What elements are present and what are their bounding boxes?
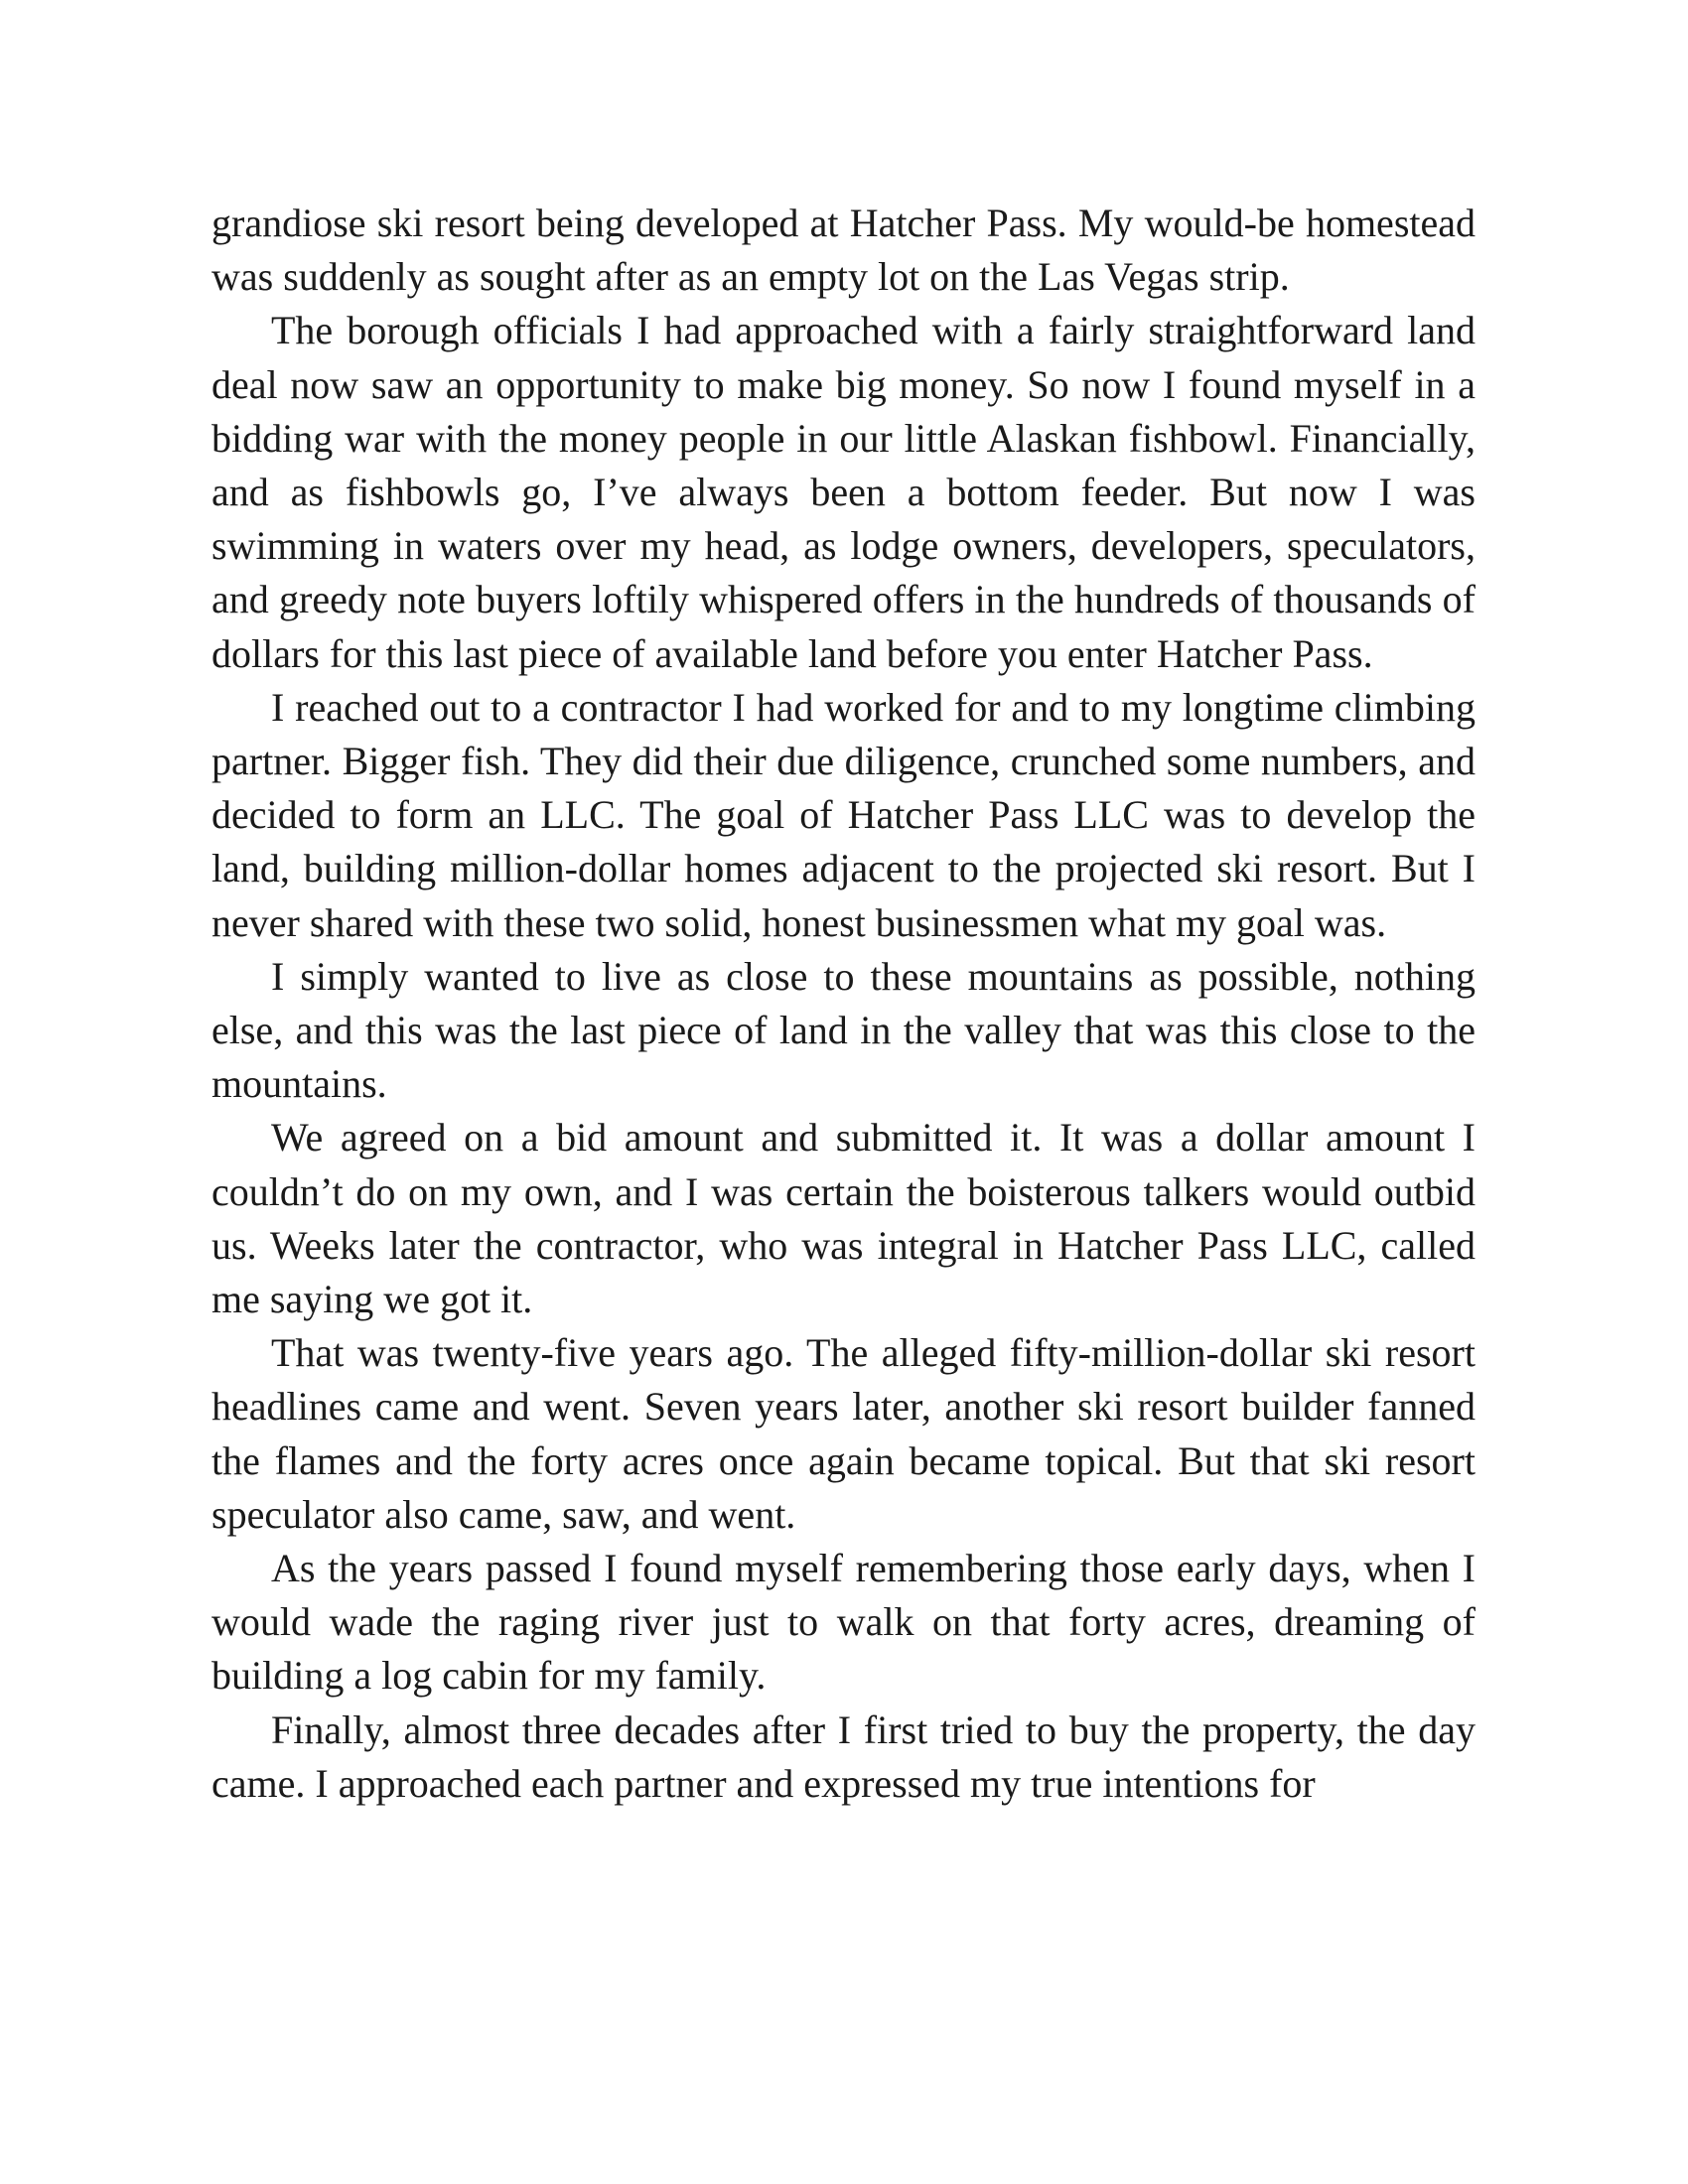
paragraph-2: The borough officials I had approached with a fairly straightforward land deal now saw an opportunity to make big money. So now I found myself in a bidding war with the money people in our little Alaskan fishbowl. Financially, and as fishbowls go, I’ve always been a bottom feeder. But now I was swimming in waters over my head, as lodge owners, developers, speculators, and greedy note buyers loftily whispered offers in the hundreds of thousands of dollars for this last piece of available land before you enter Hatcher Pass. [211,308,1476,676]
paragraph-7: As the years passed I found myself remembering those early days, when I would wade the raging river just to walk on that forty acres, dreaming of building a log cabin for my family. [211,1546,1476,1699]
paragraph-5: We agreed on a bid amount and submitted it. It was a dollar amount I couldn’t do on my own, and I was certain the boisterous talkers would outbid us. Weeks later the contractor, who was integral in Hatcher Pass LLC, called me saying we got it. [211,1115,1476,1322]
paragraph-6: That was twenty-five years ago. The alleged fifty-million-dollar ski resort headlines came and went. Seven years later, another ski resort builder fanned the flames and the forty acres once again became topical. But that ski resort speculator also came, saw, and went. [211,1330,1476,1537]
page-body [211,197,1476,1811]
paragraph-3: I reached out to a contractor I had worked for and to my longtime climbing partner. Bigger fish. They did their due diligence, crunched some numbers, and decided to form an LLC. The goal of Hatcher Pass LLC was to develop the land, building million-dollar homes adjacent to the projected ski resort. But I never shared with these two solid, honest businessmen what my goal was. [211,684,1476,945]
paragraph-1: grandiose ski resort being developed at Hatcher Pass. My would-be homestead was suddenly as sought after as an empty lot on the Las Vegas strip. [211,201,1476,300]
paragraph-4: I simply wanted to live as close to these mountains as possible, nothing else, and this was the last piece of land in the valley that was this close to the mountains. [211,953,1476,1107]
paragraph-8: Finally, almost three decades after I first tried to buy the property, the day came. I approached each partner and expressed my true intentions for [211,1706,1476,1806]
